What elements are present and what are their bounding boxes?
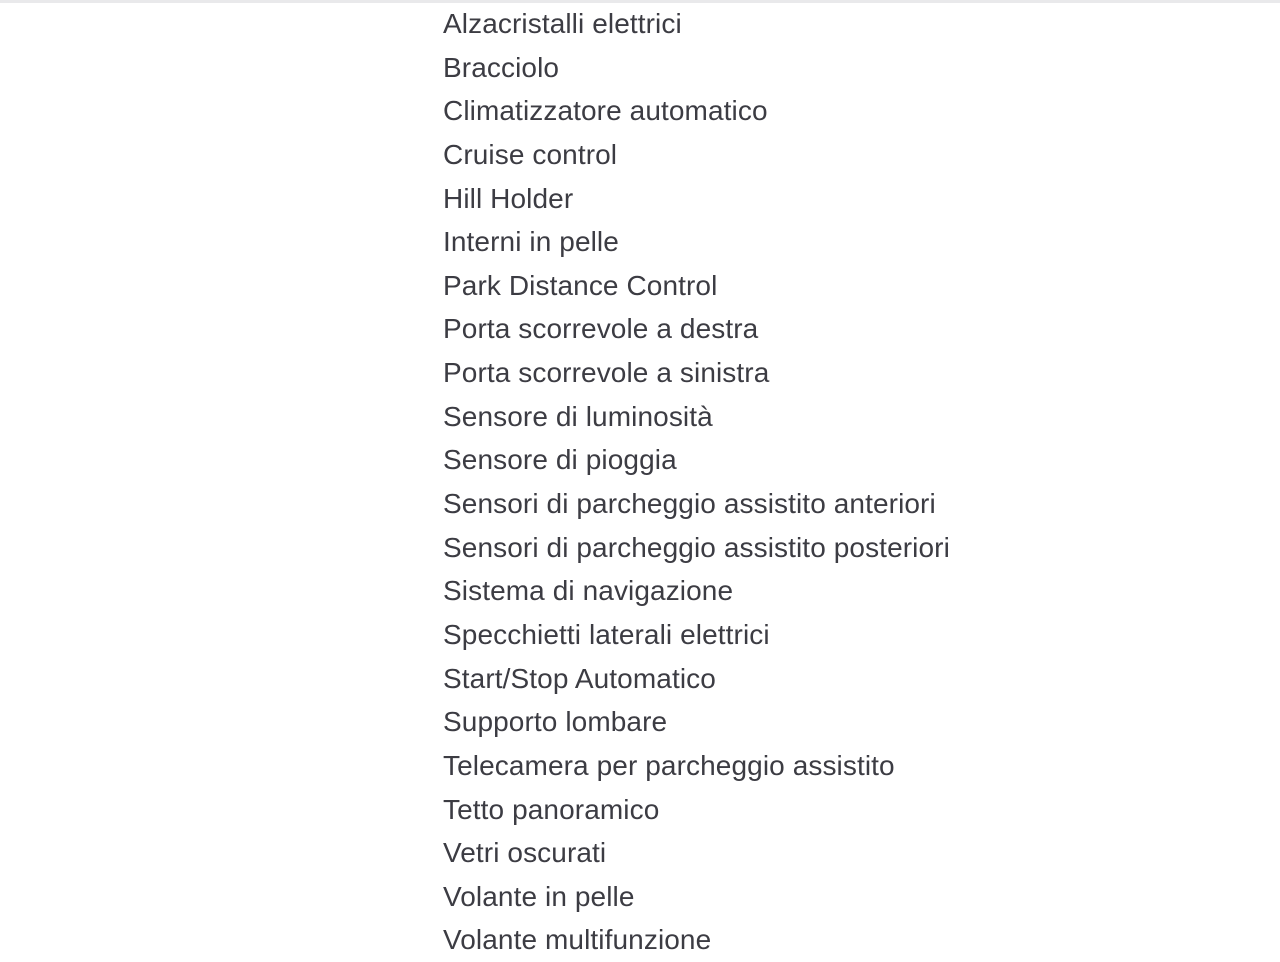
feature-item: Sensori di parcheggio assistito anteriori — [443, 488, 936, 520]
feature-item: Tetto panoramico — [443, 793, 660, 825]
feature-item: Porta scorrevole a sinistra — [443, 357, 770, 389]
feature-item: Park Distance Control — [443, 269, 718, 301]
feature-item: Sistema di navigazione — [443, 575, 734, 607]
feature-item: Supporto lombare — [443, 706, 668, 738]
feature-item: Telecamera per parcheggio assistito — [443, 749, 895, 781]
feature-item: Bracciolo — [443, 51, 560, 83]
feature-item: Interni in pelle — [443, 226, 619, 258]
feature-item: Specchietti laterali elettrici — [443, 618, 770, 650]
feature-item: Sensore di luminosità — [443, 400, 713, 432]
feature-item: Vetri oscurati — [443, 837, 607, 869]
feature-item: Volante in pelle — [443, 880, 635, 912]
feature-item: Hill Holder — [443, 182, 574, 214]
feature-item: Start/Stop Automatico — [443, 662, 716, 694]
feature-item: Porta scorrevole a destra — [443, 313, 759, 345]
feature-item: Alzacristalli elettrici — [443, 8, 682, 39]
features-list — [443, 2, 1143, 962]
feature-item: Sensori di parcheggio assistito posteriori — [443, 531, 950, 563]
feature-item: Sensore di pioggia — [443, 444, 677, 476]
feature-item: Volante multifunzione — [443, 924, 712, 956]
feature-item: Climatizzatore automatico — [443, 95, 768, 127]
feature-item: Cruise control — [443, 138, 618, 170]
